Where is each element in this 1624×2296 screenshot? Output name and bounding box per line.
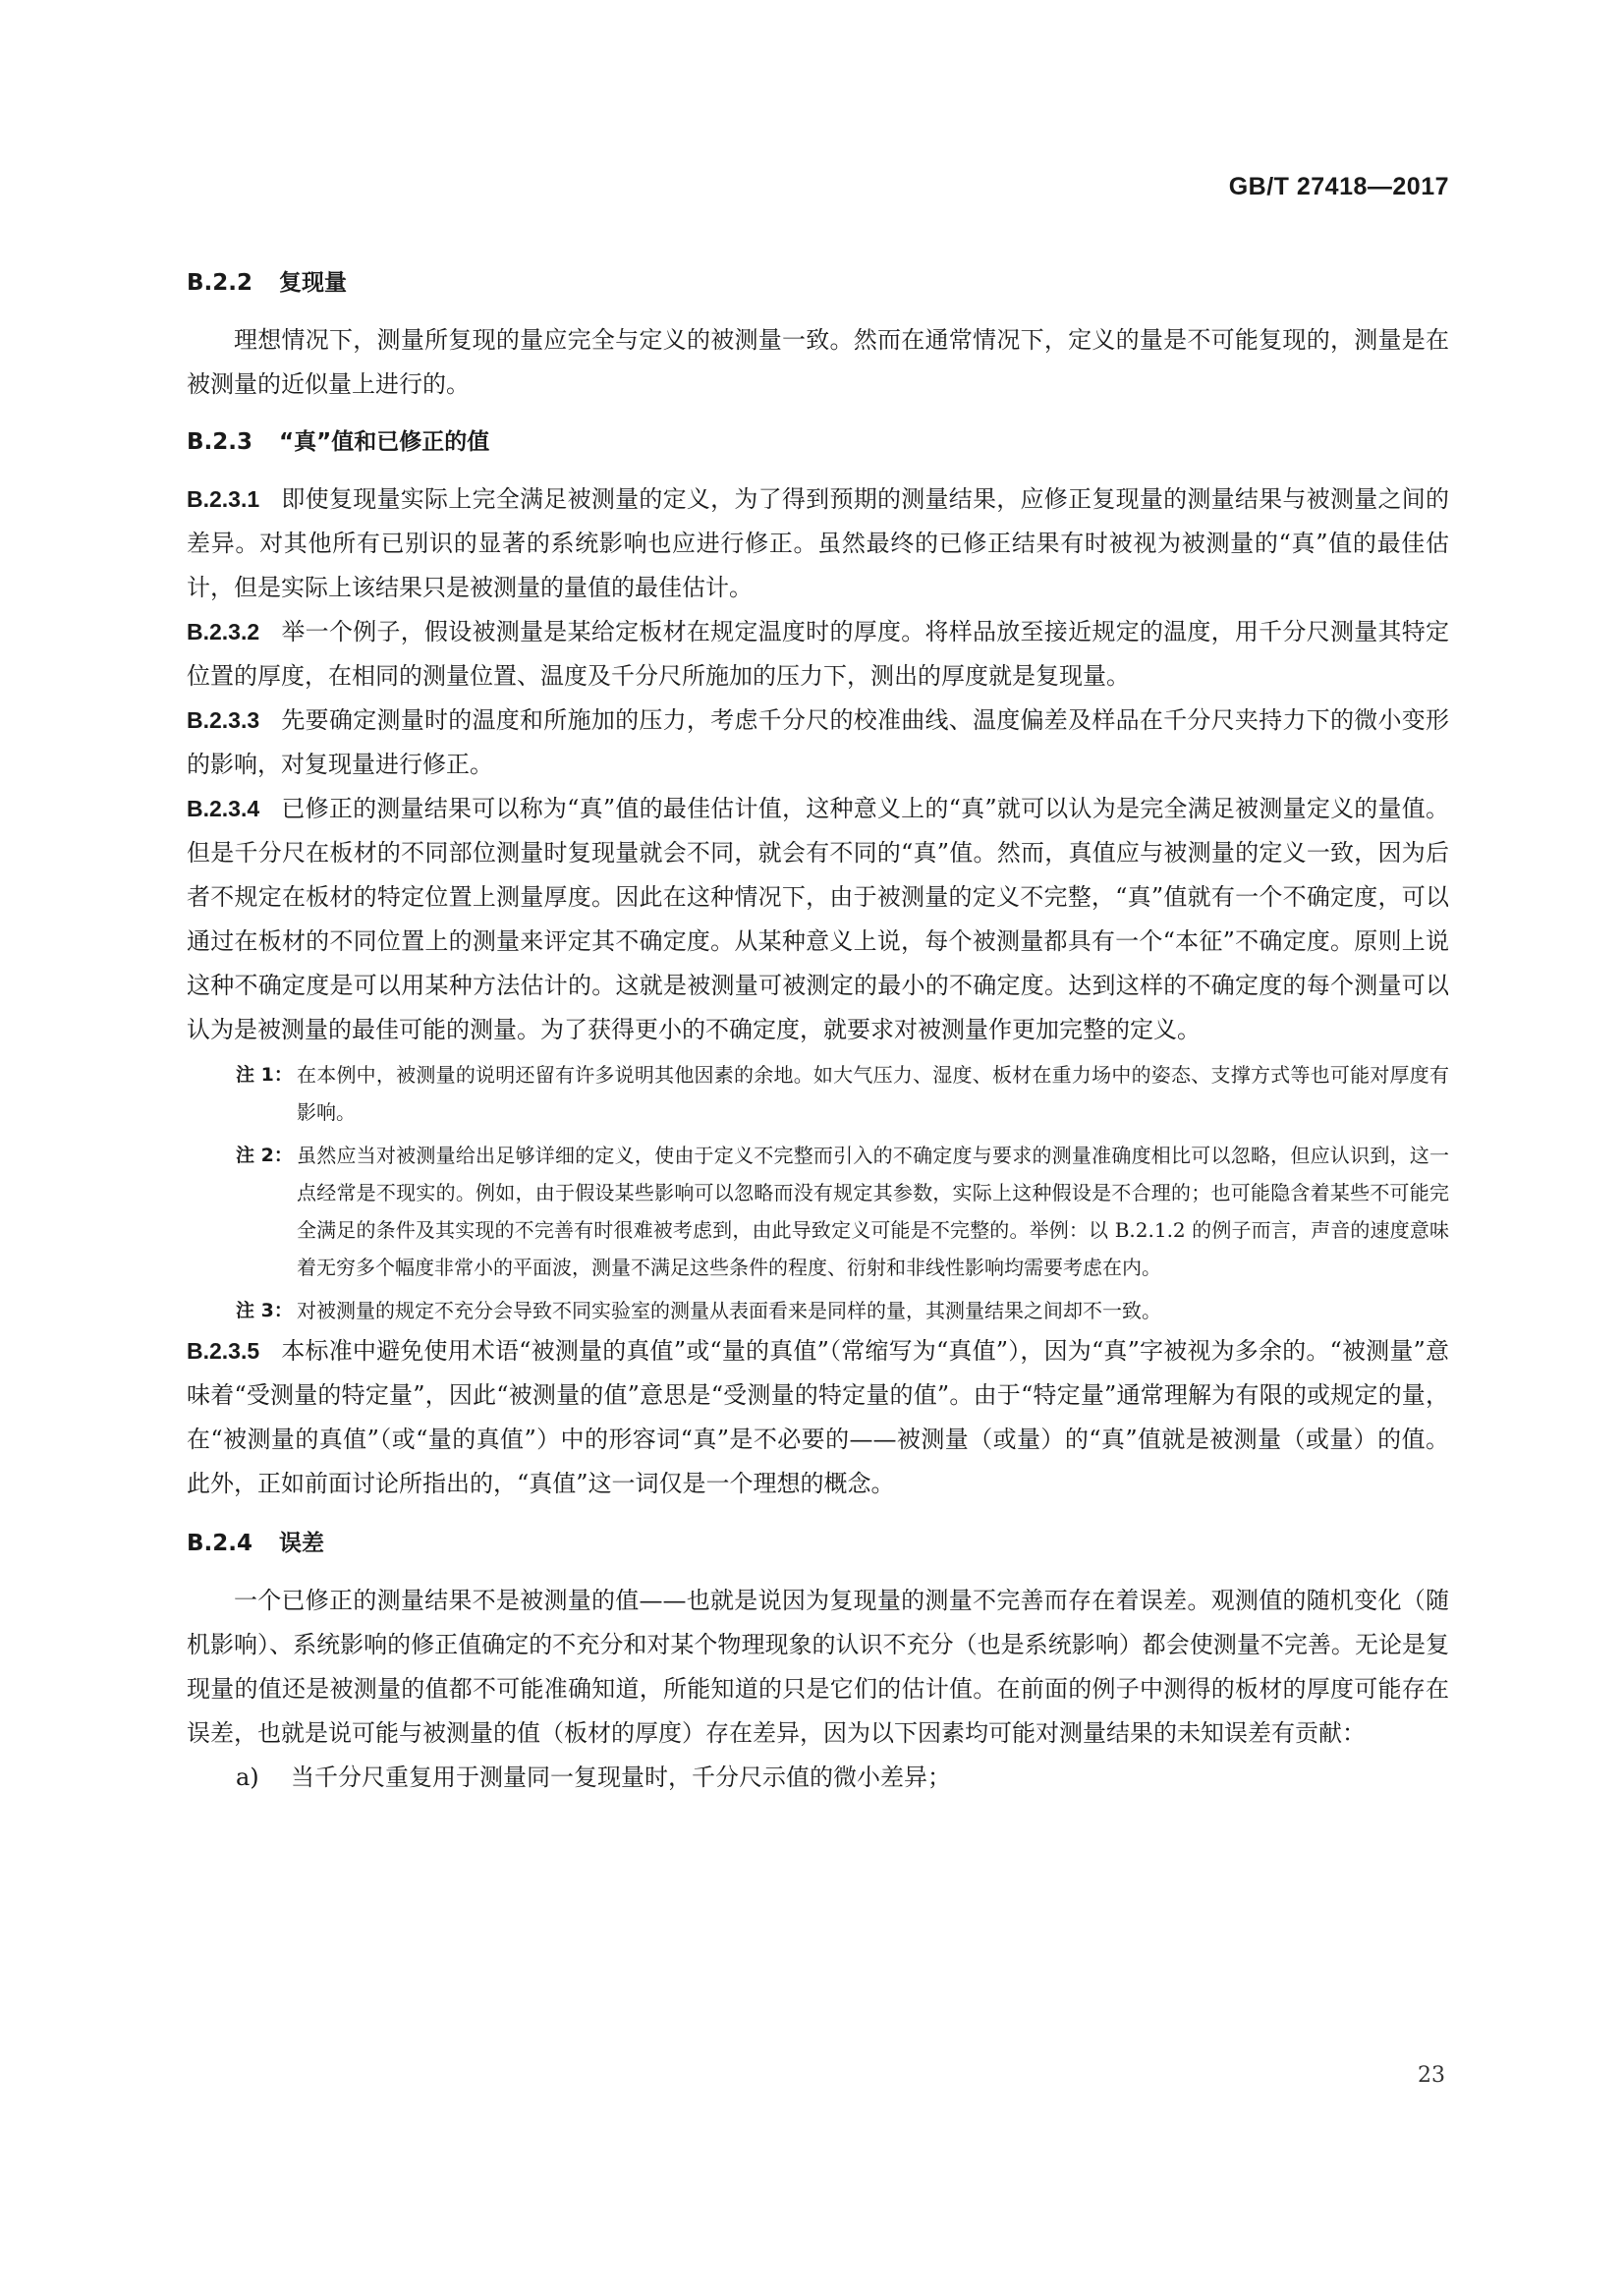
note-text: 对被测量的规定不充分会导致不同实验室的测量从表面看来是同样的量，其测量结果之间却不一致。 [297, 1299, 1161, 1322]
section-number: B.2.3 [187, 429, 253, 455]
subsection-b233 [187, 699, 1449, 787]
note-1 [236, 1056, 1449, 1131]
note-label: 注 3： [236, 1300, 293, 1321]
note-text: 虽然应当对被测量给出足够详细的定义，使由于定义不完整而引入的不确定度与要求的测量准确度相比可以忽略，但应认识到，这一点经常是不现实的。例如，由于假设某些影响可以忽略而没有规定其参数，实际上这种假设是不合理的；也可能隐含着某些不可能完全满足的条件及其实现的不完善有时很难被考虑到，由此导致定义可能是不完整的。举例：以 B.2.1.2 的例子而言，声音的速度意味着无穷多个幅度非常小的平面波，测量不满足这些条件的程度、衍射和非线性影响均需要考虑在内。 [297, 1144, 1449, 1279]
note-text: 在本例中，被测量的说明还留有许多说明其他因素的余地。如大气压力、湿度、板材在重力场中的姿态、支撑方式等也可能对厚度有影响。 [297, 1063, 1449, 1124]
standard-code: GB/T 27418—2017 [1228, 173, 1449, 200]
list-marker: a) [236, 1764, 259, 1791]
list-text: 当千分尺重复用于测量同一复现量时，千分尺示值的微小差异； [291, 1764, 951, 1791]
subsection-text: 举一个例子，假设被测量是某给定板材在规定温度时的厚度。将样品放至接近规定的温度，用千分尺测量其特定位置的厚度，在相同的测量位置、温度及千分尺所施加的压力下，测出的厚度就是复现量。 [187, 618, 1449, 690]
section-number: B.2.2 [187, 270, 253, 296]
page-content [187, 265, 1449, 1800]
note-label: 注 2： [236, 1145, 293, 1166]
note-2 [236, 1137, 1449, 1286]
paragraph-b24: 一个已修正的测量结果不是被测量的值——也就是说因为复现量的测量不完善而存在着误差。观测值的随机变化（随机影响）、系统影响的修正值确定的不充分和对某个物理现象的认识不充分（也是系统影响）都会使测量不完善。无论是复现量的值还是被测量的值都不可能准确知道，所能知道的只是它们的估计值。在前面的例子中测得的板材的厚度可能存在误差，也就是说可能与被测量的值（板材的厚度）存在差异，因为以下因素均可能对测量结果的未知误差有贡献： [187, 1587, 1449, 1747]
note-3 [236, 1292, 1449, 1329]
section-title: 误差 [279, 1531, 324, 1556]
section-title: “真”值和已修正的值 [279, 429, 490, 455]
subsection-b234 [187, 787, 1449, 1052]
section-heading-b23 [187, 424, 1449, 460]
subsection-number: B.2.3.2 [187, 619, 260, 644]
subsection-number: B.2.3.4 [187, 796, 260, 821]
paragraph-b22: 理想情况下，测量所复现的量应完全与定义的被测量一致。然而在通常情况下，定义的量是不可能复现的，测量是在被测量的近似量上进行的。 [187, 326, 1449, 398]
section-number: B.2.4 [187, 1531, 253, 1556]
section-heading-b22 [187, 265, 1449, 301]
note-label: 注 1： [236, 1064, 293, 1086]
page-number: 23 [1418, 2063, 1445, 2088]
section-heading-b24 [187, 1526, 1449, 1561]
subsection-number: B.2.3.1 [187, 486, 260, 512]
subsection-number: B.2.3.3 [187, 707, 260, 733]
subsection-text: 已修正的测量结果可以称为“真”值的最佳估计值，这种意义上的“真”就可以认为是完全满足被测量定义的量值。但是千分尺在板材的不同部位测量时复现量就会不同，就会有不同的“真”值。然而，真值应与被测量的定义一致，因为后者不规定在板材的特定位置上测量厚度。因此在这种情况下，由于被测量的定义不完整，“真”值就有一个不确定度，可以通过在板材的不同位置上的测量来评定其不确定度。从某种意义上说，每个被测量都具有一个“本征”不确定度。原则上说这种不确定度是可以用某种方法估计的。这就是被测量可被测定的最小的不确定度。达到这样的不确定度的每个测量可以认为是被测量的最佳可能的测量。为了获得更小的不确定度，就要求对被测量作更加完整的定义。 [187, 795, 1449, 1043]
list-item-a [236, 1756, 1449, 1800]
subsection-number: B.2.3.5 [187, 1338, 260, 1364]
subsection-b232 [187, 610, 1449, 699]
subsection-text: 本标准中避免使用术语“被测量的真值”或“量的真值”（常缩写为“真值”），因为“真”字被视为多余的。“被测量”意味着“受测量的特定量”，因此“被测量的值”意思是“受测量的特定量的值”。由于“特定量”通常理解为有限的或规定的量，在“被测量的真值”（或“量的真值”）中的形容词“真”是不必要的——被测量（或量）的“真”值就是被测量（或量）的值。此外，正如前面讨论所指出的，“真值”这一词仅是一个理想的概念。 [187, 1337, 1449, 1497]
section-title: 复现量 [279, 270, 347, 296]
subsection-text: 先要确定测量时的温度和所施加的压力，考虑千分尺的校准曲线、温度偏差及样品在千分尺夹持力下的微小变形的影响，对复现量进行修正。 [187, 706, 1449, 778]
subsection-b235 [187, 1329, 1449, 1506]
subsection-b231 [187, 477, 1449, 610]
subsection-text: 即使复现量实际上完全满足被测量的定义，为了得到预期的测量结果，应修正复现量的测量结果与被测量之间的差异。对其他所有已别识的显著的系统影响也应进行修正。虽然最终的已修正结果有时被视为被测量的“真”值的最佳估计，但是实际上该结果只是被测量的量值的最佳估计。 [187, 485, 1449, 601]
